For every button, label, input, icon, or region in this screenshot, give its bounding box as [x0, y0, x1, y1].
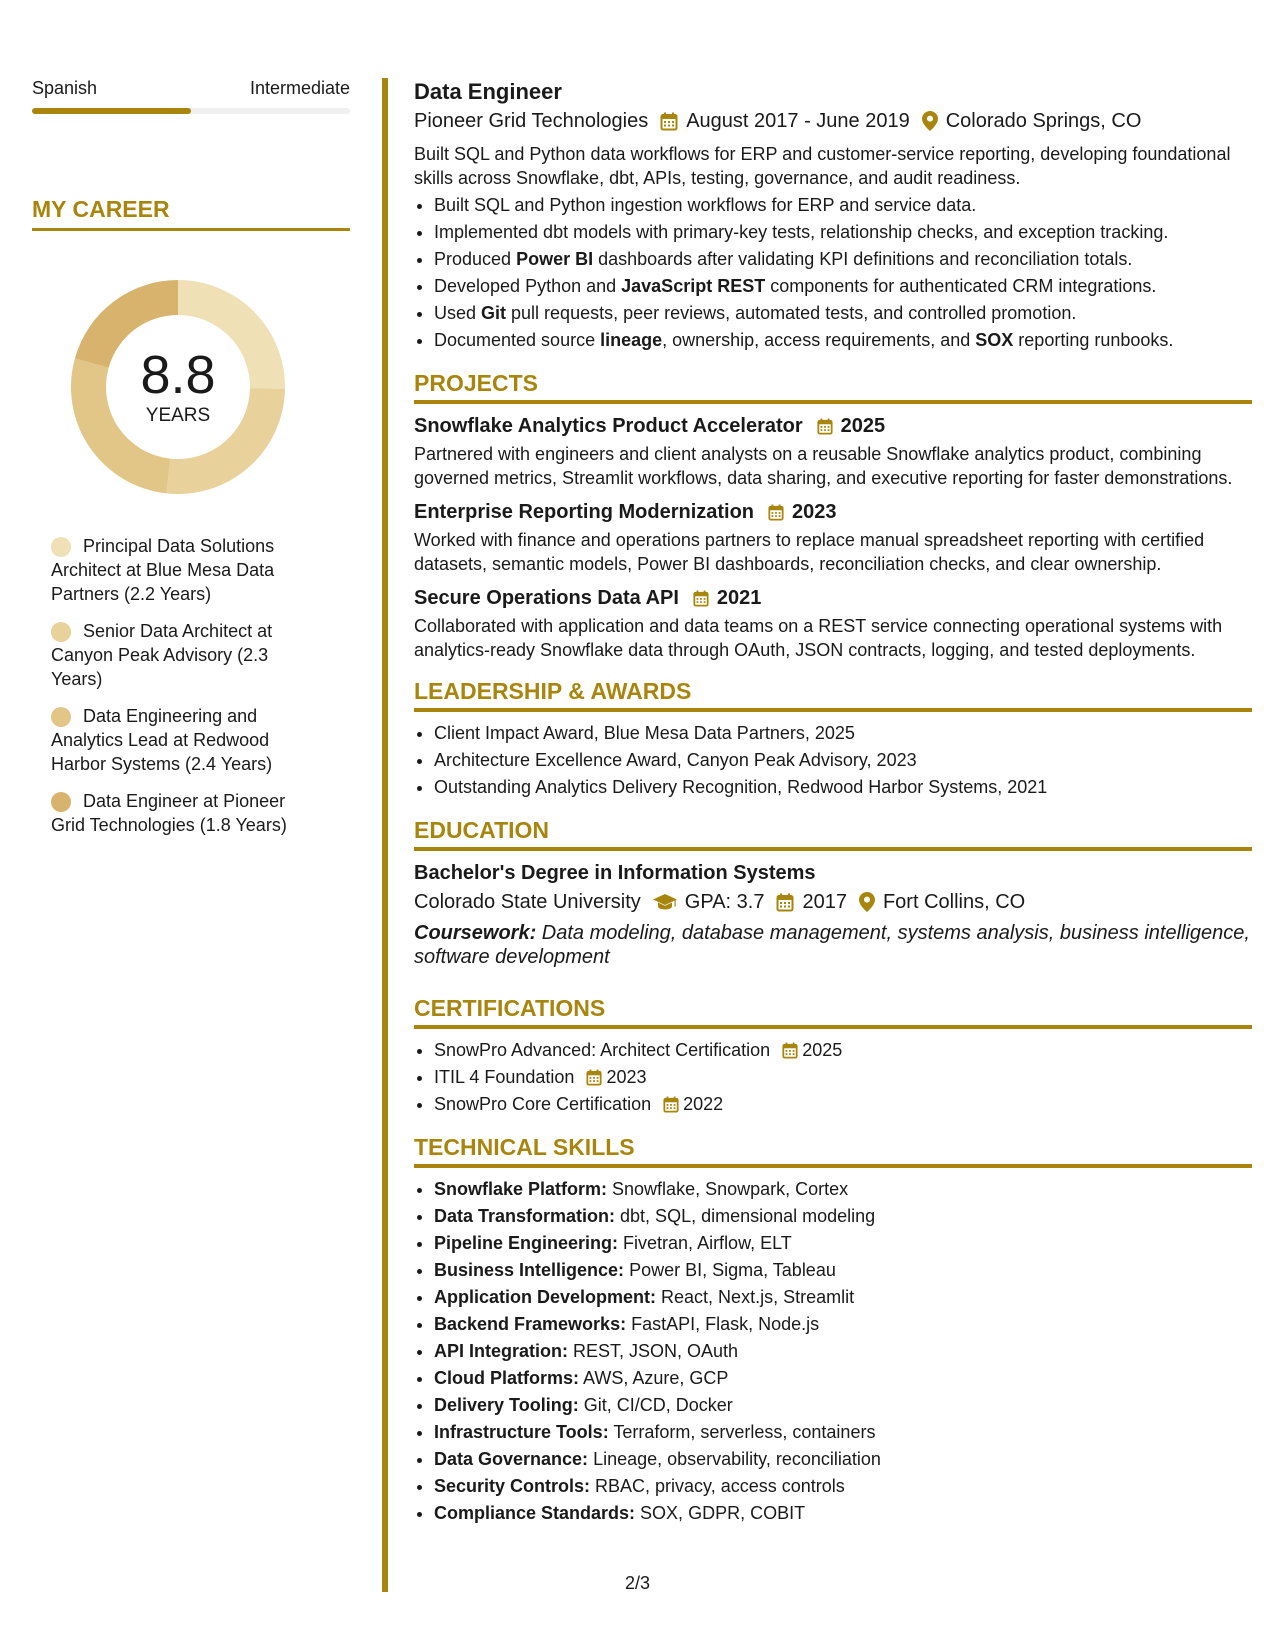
- career-legend-label: Principal Data Solutions Architect at Blue Mesa Data Partners (2.2 Years): [51, 536, 275, 604]
- coursework-label: Coursework:: [414, 922, 537, 944]
- bullet-text: components for authenticated CRM integrations.: [765, 276, 1157, 296]
- certification-year: 2023: [606, 1067, 647, 1087]
- skill-item: [434, 1338, 1252, 1365]
- calendar-icon: [586, 1069, 602, 1086]
- location-pin-icon: [859, 892, 875, 912]
- page-number: 2/3: [624, 1573, 651, 1593]
- bullet-highlight: Git: [481, 303, 507, 323]
- career-legend-label: Data Engineer at Pioneer Grid Technologies (1.8 Years): [51, 791, 287, 835]
- career-heading: MY CAREER: [32, 196, 350, 231]
- job-bullet: [434, 300, 1252, 327]
- job-dates: August 2017 - June 2019: [686, 110, 910, 132]
- language-section: [32, 78, 350, 114]
- career-legend-item: [51, 789, 321, 837]
- calendar-icon: [693, 590, 709, 607]
- education-meta: [414, 887, 1252, 917]
- column-divider: [382, 78, 388, 1592]
- certifications-heading: CERTIFICATIONS: [414, 995, 1252, 1029]
- skill-values: Lineage, observability, reconciliation: [588, 1449, 881, 1469]
- skill-item: [434, 1419, 1252, 1446]
- skill-category: Compliance Standards:: [434, 1503, 636, 1523]
- job-bullet: [434, 192, 1252, 219]
- skill-item: [434, 1230, 1252, 1257]
- bullet-text: Produced: [434, 249, 517, 269]
- skill-values: RBAC, privacy, access controls: [590, 1476, 845, 1496]
- job-meta: [414, 106, 1252, 136]
- career-total-value: 8.8: [140, 345, 216, 405]
- calendar-icon: [776, 893, 794, 912]
- skill-category: Snowflake Platform:: [434, 1179, 608, 1199]
- location-pin-icon: [922, 111, 938, 131]
- bullet-text: reporting runbooks.: [1013, 330, 1174, 350]
- project-description: Collaborated with application and data teams on a REST service connecting operational systems with analytics-ready Snowflake data through OAuth, JSON contracts, logging, and tested deployments.: [414, 616, 1223, 660]
- legend-swatch: [51, 707, 71, 727]
- education-degree: Bachelor's Degree in Information Systems: [414, 862, 816, 884]
- skill-values: REST, JSON, OAuth: [568, 1341, 739, 1361]
- bullet-text: Used: [434, 303, 482, 323]
- skills-heading: TECHNICAL SKILLS: [414, 1134, 1252, 1168]
- calendar-icon: [782, 1042, 798, 1059]
- certification-name: • SnowPro Core Certification: [434, 1094, 652, 1114]
- career-total-unit: YEARS: [145, 405, 211, 426]
- job-company: Pioneer Grid Technologies: [414, 110, 649, 132]
- project-year: 2023: [792, 501, 837, 523]
- certification-year: 2025: [802, 1040, 843, 1060]
- certification-line: [434, 1064, 646, 1091]
- career-legend-item: [51, 704, 321, 776]
- bullet-text: dashboards after validating KPI definitions and reconciliation totals.: [593, 249, 1133, 269]
- project-description: Partnered with engineers and client analysts on a reusable Snowflake analytics product, combining governed metrics, Streamlit workflows, data sharing, and executive reporting for faster demonstrations.: [414, 444, 1233, 488]
- career-legend: [51, 534, 321, 850]
- project-year: 2025: [840, 415, 886, 437]
- career-legend-label: Data Engineering and Analytics Lead at Redwood Harbor Systems (2.4 Years): [51, 706, 273, 774]
- project-title: Snowflake Analytics Product Accelerator: [414, 415, 803, 437]
- skill-category: Delivery Tooling:: [434, 1395, 579, 1415]
- coursework-text: Data modeling, database management, systems analysis, business intelligence, software development: [414, 922, 1250, 968]
- skill-values: dbt, SQL, dimensional modeling: [615, 1206, 876, 1226]
- legend-swatch: [51, 622, 71, 642]
- skill-category: Data Transformation:: [434, 1206, 616, 1226]
- bullet-text: Built SQL and Python ingestion workflows for ERP and service data.: [434, 195, 977, 215]
- certification-line: [434, 1037, 842, 1064]
- skill-values: Snowflake, Snowpark, Cortex: [607, 1179, 849, 1199]
- language-level: Intermediate: [249, 78, 350, 98]
- education-school: Colorado State University: [414, 891, 641, 913]
- skill-item: [434, 1284, 1252, 1311]
- language-progress-bar: [32, 108, 350, 114]
- job-title: Data Engineer: [414, 79, 562, 104]
- project-title-row: [414, 584, 1252, 612]
- certification-name: • ITIL 4 Foundation: [434, 1067, 575, 1087]
- main-content: [414, 78, 1252, 1527]
- language-progress-fill: [32, 108, 191, 114]
- skill-values: SOX, GDPR, COBIT: [635, 1503, 806, 1523]
- skill-item: [434, 1446, 1252, 1473]
- graduation-cap-icon: [653, 893, 677, 911]
- skill-item: [434, 1257, 1252, 1284]
- education-year: 2017: [802, 891, 847, 913]
- education-heading: EDUCATION: [414, 817, 1252, 851]
- career-legend-label: Senior Data Architect at Canyon Peak Advisory (2.3 Years): [51, 621, 273, 689]
- awards-list: [414, 720, 1252, 801]
- legend-swatch: [51, 792, 71, 812]
- job-bullet: [434, 219, 1252, 246]
- skill-values: FastAPI, Flask, Node.js: [626, 1314, 820, 1334]
- calendar-icon: [660, 112, 678, 131]
- bullet-text: pull requests, peer reviews, automated tests, and controlled promotion.: [506, 303, 1077, 323]
- calendar-icon: [663, 1096, 679, 1113]
- skill-item: [434, 1311, 1252, 1338]
- career-donut-chart: [65, 274, 291, 500]
- bullet-text: Documented source: [434, 330, 601, 350]
- job-bullet-list: [414, 192, 1252, 354]
- job-summary: Built SQL and Python data workflows for ERP and customer-service reporting, developing foundational skills across Snowflake, dbt, APIs, testing, governance, and audit readiness.: [414, 144, 1231, 188]
- certification-item: [434, 1091, 1252, 1118]
- skill-values: Power BI, Sigma, Tableau: [624, 1260, 836, 1280]
- bullet-highlight: Power BI: [516, 249, 594, 269]
- skill-item: [434, 1473, 1252, 1500]
- certification-name: • SnowPro Advanced: Architect Certification: [434, 1040, 771, 1060]
- bullet-highlight: lineage: [600, 330, 663, 350]
- project-description: Worked with finance and operations partners to replace manual spreadsheet reporting with certified datasets, semantic models, Power BI dashboards, reconciliation checks, and clear ownership.: [414, 530, 1205, 574]
- project-title-row: [414, 412, 1252, 440]
- award-item: • Outstanding Analytics Delivery Recognition, Redwood Harbor Systems, 2021: [434, 774, 1252, 801]
- education-gpa: GPA: 3.7: [684, 891, 765, 913]
- skill-category: Data Governance:: [434, 1449, 589, 1469]
- skill-category: Application Development:: [434, 1287, 657, 1307]
- job-bullet: [434, 327, 1252, 354]
- certification-item: [434, 1037, 1252, 1064]
- calendar-icon: [768, 504, 784, 521]
- job-bullet: [434, 246, 1252, 273]
- skill-values: Terraform, serverless, containers: [608, 1422, 876, 1442]
- award-item: • Architecture Excellence Award, Canyon Peak Advisory, 2023: [434, 747, 1252, 774]
- bullet-text: Implemented dbt models with primary-key tests, relationship checks, and exception tracking.: [434, 222, 1169, 242]
- education-location: Fort Collins, CO: [882, 891, 1026, 913]
- language-name: Spanish: [32, 78, 98, 98]
- projects-list: [414, 412, 1252, 662]
- skill-category: Cloud Platforms:: [434, 1368, 580, 1388]
- award-item: • Client Impact Award, Blue Mesa Data Partners, 2025: [434, 720, 1252, 747]
- project-title: Enterprise Reporting Modernization: [414, 501, 755, 523]
- skill-item: [434, 1176, 1252, 1203]
- skill-values: AWS, Azure, GCP: [579, 1368, 729, 1388]
- legend-swatch: [51, 537, 71, 557]
- certification-item: [434, 1064, 1252, 1091]
- bullet-text: , ownership, access requirements, and: [662, 330, 976, 350]
- skill-values: Fivetran, Airflow, ELT: [618, 1233, 792, 1253]
- skill-item: [434, 1500, 1252, 1527]
- skill-item: [434, 1392, 1252, 1419]
- certification-year: 2022: [683, 1094, 724, 1114]
- skill-category: Infrastructure Tools:: [434, 1422, 609, 1442]
- skill-category: Business Intelligence:: [434, 1260, 625, 1280]
- education-coursework: [414, 921, 1252, 969]
- job-location: Colorado Springs, CO: [945, 110, 1142, 132]
- skill-values: React, Next.js, Streamlit: [656, 1287, 855, 1307]
- skill-category: Pipeline Engineering:: [434, 1233, 619, 1253]
- certifications-list: [414, 1037, 1252, 1118]
- bullet-highlight: JavaScript REST: [621, 276, 766, 296]
- awards-heading: LEADERSHIP & AWARDS: [414, 678, 1252, 712]
- career-legend-item: [51, 619, 321, 691]
- projects-heading: PROJECTS: [414, 370, 1252, 404]
- project-year: 2021: [716, 587, 762, 609]
- certification-line: [434, 1091, 723, 1118]
- career-legend-item: [51, 534, 321, 606]
- calendar-icon: [817, 418, 833, 435]
- skill-category: API Integration:: [434, 1341, 568, 1361]
- skill-category: Backend Frameworks:: [434, 1314, 627, 1334]
- job-bullet: [434, 273, 1252, 300]
- project-title: Secure Operations Data API: [414, 587, 679, 609]
- bullet-highlight: SOX: [975, 330, 1014, 350]
- project-title-row: [414, 498, 1252, 526]
- skills-list: [414, 1176, 1252, 1527]
- skill-category: Security Controls:: [434, 1476, 591, 1496]
- skill-values: Git, CI/CD, Docker: [578, 1395, 733, 1415]
- skill-item: [434, 1203, 1252, 1230]
- bullet-text: Developed Python and: [434, 276, 622, 296]
- skill-item: [434, 1365, 1252, 1392]
